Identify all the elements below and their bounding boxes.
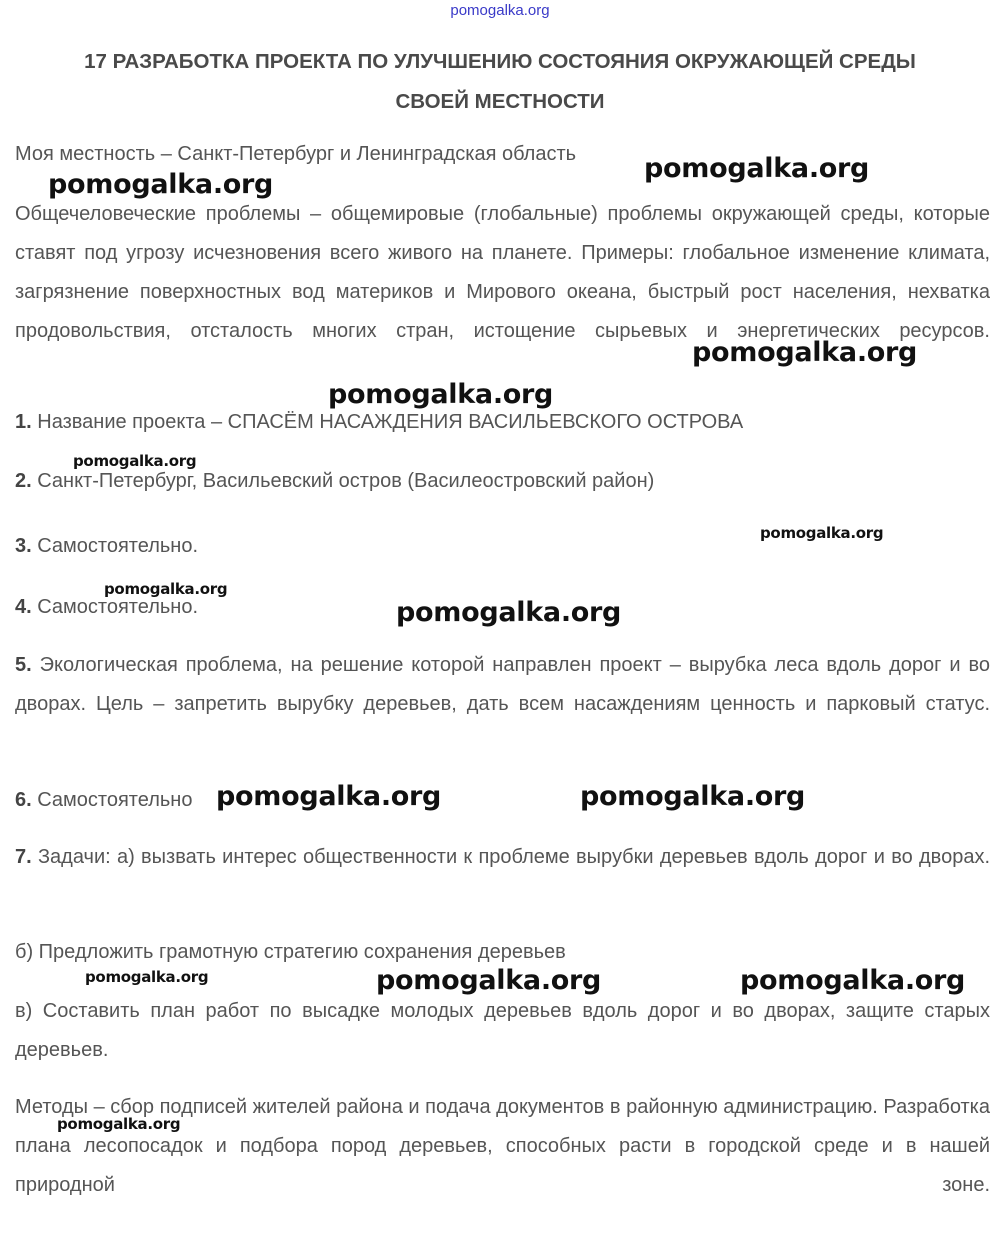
item-1 [15, 411, 990, 434]
item-number: 6. [15, 789, 32, 811]
item-text: Самостоятельно [31, 789, 193, 811]
item-5 [15, 646, 990, 763]
item-number: 4. [15, 596, 32, 618]
item-6 [15, 789, 990, 812]
watermark: pomogalka.org [73, 452, 197, 470]
watermark: pomogalka.org [376, 965, 602, 996]
watermark: pomogalka.org [48, 169, 274, 200]
watermark: pomogalka.org [760, 524, 884, 542]
page-title [20, 42, 980, 122]
item-text: Самостоятельно. [31, 535, 199, 557]
title-line-2: СВОЕЙ МЕСТНОСТИ [395, 90, 605, 113]
item-text: Название проекта – СПАСЁМ НАСАЖДЕНИЯ ВАСИЛЬЕВСКОГО ОСТРОВА [31, 411, 744, 433]
watermark: pomogalka.org [396, 597, 622, 628]
item-2 [15, 470, 990, 493]
watermark: pomogalka.org [580, 781, 806, 812]
watermark: pomogalka.org [740, 965, 966, 996]
item-text: Самостоятельно. [31, 596, 199, 618]
title-line-1: 17 РАЗРАБОТКА ПРОЕКТА ПО УЛУЧШЕНИЮ СОСТОЯНИЯ ОКРУЖАЮЩЕЙ СРЕДЫ [84, 50, 916, 73]
task-b: б) Предложить грамотную стратегию сохранения деревьев [15, 941, 566, 963]
item-number: 2. [15, 470, 32, 492]
watermark: pomogalka.org [57, 1115, 181, 1133]
watermark: pomogalka.org [328, 379, 554, 410]
global-problems-paragraph: Общечеловеческие проблемы – общемировые (глобальные) проблемы окружающей среды, которые ставят под угрозу исчезновения всего живого на планете. Примеры: глобальное изменение климата, загрязнение поверхностных вод материков и Мирового океана, быстрый рост населения, нехватка продовольствия, отсталость многих стран, истощение сырьевых и энергетических ресурсов. [15, 203, 990, 342]
item-number: 3. [15, 535, 32, 557]
item-number: 5. [15, 654, 32, 676]
watermark: pomogalka.org [644, 153, 870, 184]
item-7 [15, 838, 990, 916]
methods-paragraph: Методы – сбор подписей жителей района и подача документов в районную администрацию. Разработка плана лесопосадок и подбора пород деревьев, способных расти в городской среде и в нашей природной зоне. [15, 1096, 990, 1196]
watermark: pomogalka.org [85, 968, 209, 986]
item-number: 7. [15, 846, 32, 868]
watermark: pomogalka.org [692, 337, 918, 368]
watermark: pomogalka.org [216, 781, 442, 812]
item-text: Экологическая проблема, на решение которой направлен проект – вырубка леса вдоль дорог и во дворах. Цель – запретить вырубку деревьев, дать всем насаждениям ценность и парковый статус. [15, 654, 990, 715]
item-number: 1. [15, 411, 32, 433]
item-text: Санкт-Петербург, Васильевский остров (Василеостровский район) [31, 470, 655, 492]
task-c: в) Составить план работ по высадке молодых деревьев вдоль дорог и во дворах, защите старых деревьев. [15, 1000, 990, 1061]
locality-paragraph: Моя местность – Санкт-Петербург и Ленинградская область [15, 143, 577, 165]
watermark: pomogalka.org [104, 580, 228, 598]
site-header-link[interactable]: pomogalka.org [450, 2, 550, 19]
item-text: Задачи: а) вызвать интерес общественности к проблеме вырубки деревьев вдоль дорог и во дворах. [31, 846, 990, 868]
